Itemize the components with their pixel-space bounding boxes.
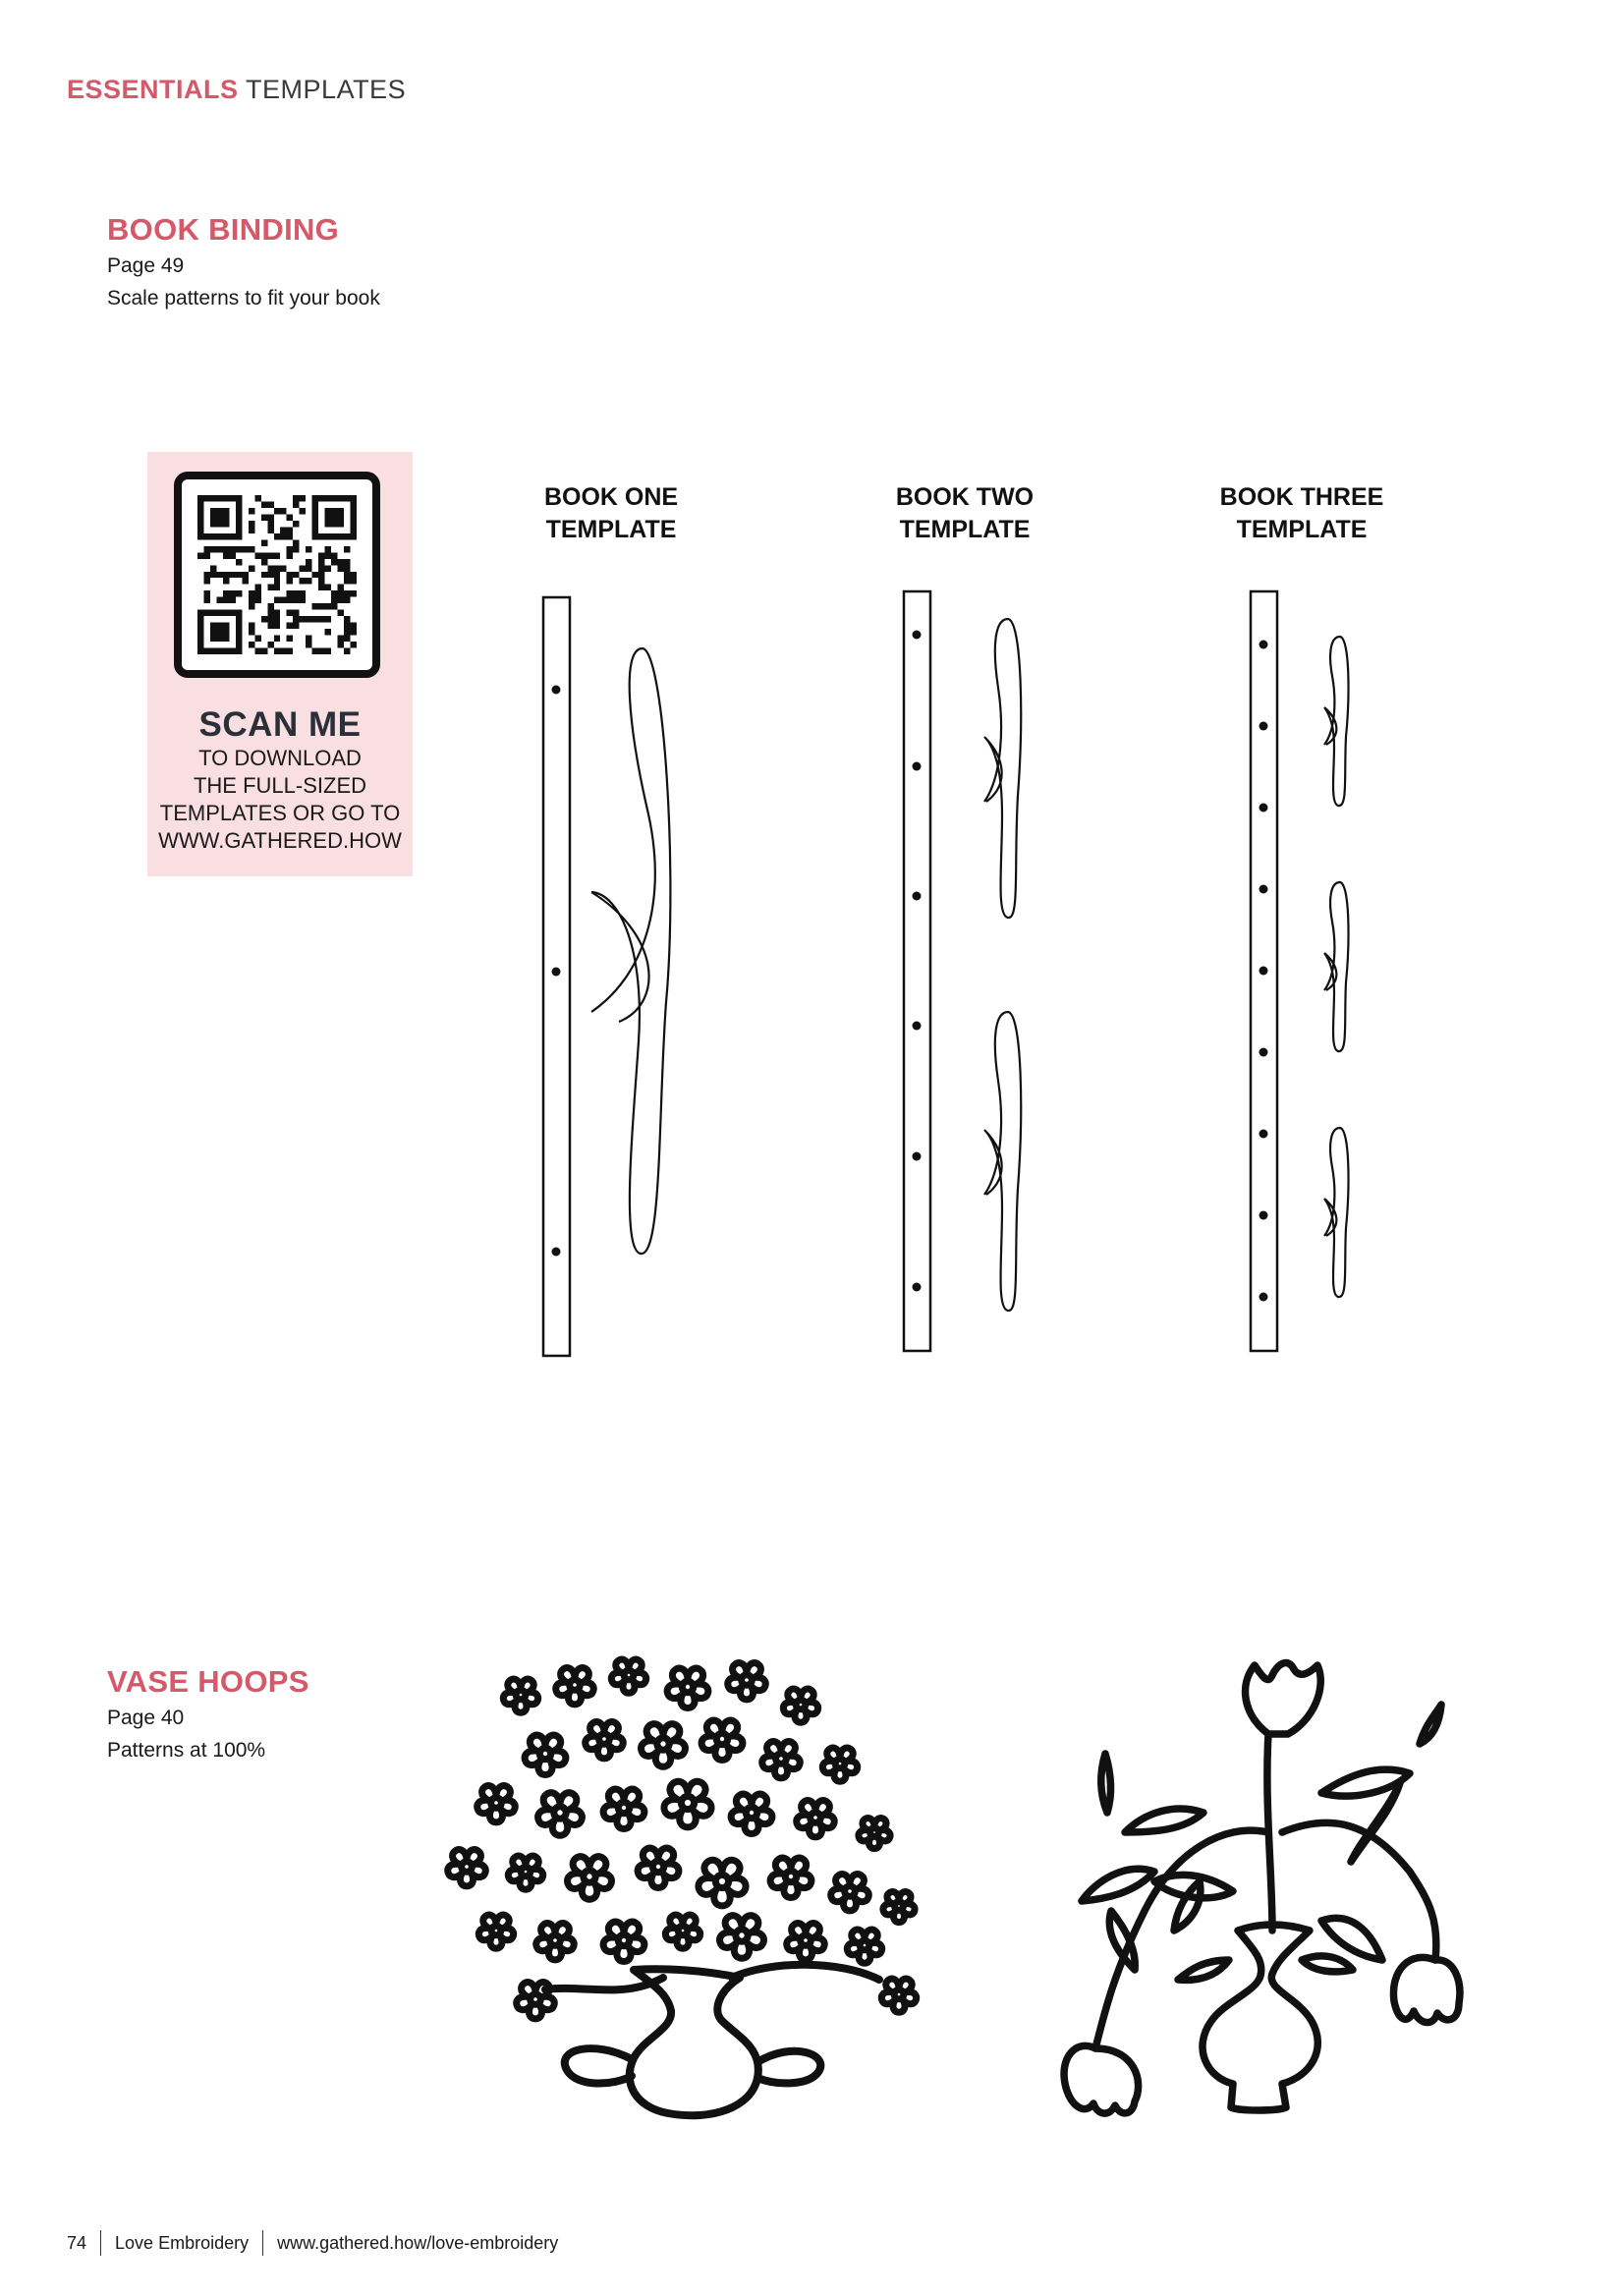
hole [1259, 1130, 1268, 1139]
running-head [67, 75, 406, 105]
flower-center [462, 1862, 473, 1873]
flower-center [652, 1861, 663, 1872]
label-line: TEMPLATE [545, 516, 677, 543]
leaf [1178, 1960, 1229, 1980]
scan-me-heading: SCAN ME [198, 705, 362, 744]
hole [552, 1248, 561, 1257]
hole [913, 1152, 922, 1161]
book-binding-page-ref: Page 49 [107, 254, 185, 277]
flower-center [539, 1748, 550, 1759]
flower [664, 1781, 711, 1827]
flower [731, 1794, 772, 1833]
flower [503, 1679, 537, 1712]
stitch-path [591, 648, 670, 1254]
hole [1259, 1293, 1268, 1302]
footer-url[interactable]: www.gathered.how/love-embroidery [277, 2232, 559, 2253]
vase-hoops-section [107, 1664, 309, 1766]
flower-center [584, 1871, 595, 1882]
book-binding-title: BOOK BINDING [107, 212, 340, 247]
hole [1259, 967, 1268, 976]
running-head-section: TEMPLATES [246, 75, 407, 104]
hole [913, 892, 922, 901]
tulip-vase-illustration [997, 1636, 1513, 2137]
scan-me-line: THE FULL-SIZED [193, 773, 367, 798]
flower [665, 1915, 700, 1948]
flower [508, 1856, 542, 1889]
flower-center [796, 1700, 806, 1709]
flower [728, 1663, 765, 1700]
hole [1259, 804, 1268, 812]
book-three-template-label [1184, 481, 1420, 546]
vase [545, 1965, 879, 2115]
flower-center [599, 1734, 610, 1745]
flower [783, 1689, 817, 1722]
qr-download-card [147, 452, 413, 876]
stitch-path [984, 619, 1021, 918]
flower-center [491, 1798, 502, 1809]
leaf [1420, 1705, 1441, 1744]
page-number: 74 [67, 2232, 87, 2253]
book-two-template-label [847, 481, 1083, 546]
label-line: BOOK TWO [895, 483, 1035, 511]
flower [525, 1735, 566, 1774]
flower-center [657, 1738, 669, 1750]
flower [642, 1724, 686, 1766]
book-one-template-label [493, 481, 729, 546]
hole [1259, 1211, 1268, 1220]
running-head-category: ESSENTIALS [67, 75, 239, 104]
flower-center [618, 1934, 629, 1945]
flower [536, 1924, 574, 1960]
flower-center [491, 1926, 501, 1935]
flower-center [895, 1902, 904, 1911]
scan-me-url[interactable]: WWW.GATHERED.HOW [158, 828, 402, 853]
book-three-template-drawing [1240, 580, 1377, 1366]
book-binding-section [107, 212, 380, 314]
flower-center [715, 1875, 728, 1887]
flower [538, 1793, 583, 1835]
flower-center [678, 1926, 688, 1935]
book-two-template-drawing [894, 580, 1051, 1366]
book-binding-note: Scale patterns to fit your book [107, 287, 380, 309]
flower-center [785, 1871, 796, 1881]
flower [822, 1748, 857, 1781]
flower-center [736, 1930, 748, 1941]
leaf [1302, 1956, 1353, 1972]
flower [770, 1858, 812, 1897]
flower-center [681, 1796, 694, 1809]
scan-me-line: TO DOWNLOAD [198, 746, 362, 770]
flower-center [521, 1867, 531, 1876]
tulip-head [1246, 1662, 1321, 1734]
qr-code-icon[interactable] [174, 472, 380, 678]
flower [881, 1979, 916, 2012]
leaf [1174, 1881, 1201, 1931]
flower [477, 1786, 515, 1822]
vase-hoops-page-ref: Page 40 [107, 1707, 185, 1729]
hole [1259, 1048, 1268, 1057]
flower-center [516, 1690, 526, 1700]
flower-center [716, 1733, 727, 1744]
flower [847, 1930, 881, 1963]
hole [913, 762, 922, 771]
book-one-template-drawing [531, 580, 707, 1366]
flower-center [550, 1935, 561, 1946]
flower [699, 1860, 746, 1906]
flower-center [742, 1675, 753, 1686]
label-line: TEMPLATE [899, 516, 1031, 543]
label-line: TEMPLATE [1236, 516, 1368, 543]
hole [1259, 722, 1268, 731]
flower [831, 1875, 868, 1911]
flower-center [531, 1994, 541, 2005]
flower-center [835, 1759, 845, 1768]
flower [797, 1801, 834, 1837]
flower [568, 1857, 612, 1899]
flower-bouquet-vase-illustration [427, 1646, 943, 2137]
flower-center [845, 1886, 856, 1897]
label-line: BOOK THREE [1219, 483, 1384, 511]
hole [552, 686, 561, 695]
flower [787, 1924, 824, 1960]
hole [1259, 885, 1268, 894]
stitch-path [1324, 882, 1348, 1051]
flower [762, 1742, 800, 1778]
hole [552, 968, 561, 977]
scan-me-line: TEMPLATES OR GO TO [159, 801, 401, 825]
tulip-head [1393, 1957, 1459, 2022]
flower-center [570, 1680, 581, 1691]
stitch-path [1324, 637, 1348, 806]
leaf [1125, 1809, 1203, 1832]
flower-center [682, 1681, 693, 1692]
hole [1259, 641, 1268, 649]
leaf [1082, 1869, 1154, 1901]
flower-center [554, 1807, 566, 1819]
flower [638, 1848, 679, 1887]
flower-center [894, 1989, 904, 1999]
flower [556, 1668, 593, 1705]
hole [913, 1022, 922, 1031]
flower-center [618, 1802, 629, 1813]
tulip-head [1064, 2045, 1139, 2113]
page-footer [67, 2230, 558, 2256]
scan-me-instructions [147, 745, 413, 855]
flower [720, 1916, 764, 1958]
label-line: BOOK ONE [543, 483, 679, 511]
flower [701, 1720, 743, 1760]
magazine-name: Love Embroidery [115, 2232, 250, 2253]
stitch-path [1324, 1128, 1348, 1297]
hole [913, 631, 922, 640]
vase-hoops-note: Patterns at 100% [107, 1739, 266, 1762]
vase [1203, 1925, 1317, 2110]
flower [448, 1850, 485, 1886]
flower [611, 1659, 645, 1693]
stitch-path [984, 1012, 1021, 1311]
hole [913, 1283, 922, 1292]
flower-center [811, 1813, 821, 1823]
flower [603, 1789, 644, 1828]
flower-center [624, 1670, 634, 1680]
flower [667, 1668, 708, 1708]
spine-strip [904, 591, 930, 1351]
vase-hoops-title: VASE HOOPS [107, 1664, 309, 1699]
leaf [1101, 1754, 1111, 1813]
flower-center [746, 1807, 756, 1818]
footer-divider [262, 2230, 263, 2256]
footer-divider [100, 2230, 101, 2256]
flower-center [801, 1935, 812, 1946]
flower-center [776, 1754, 787, 1764]
flower-center [860, 1940, 869, 1950]
flower [603, 1922, 644, 1961]
flower [586, 1722, 623, 1759]
flower-center [870, 1828, 879, 1837]
leaf [1109, 1911, 1135, 1970]
flower [478, 1915, 513, 1948]
spine-strip [543, 597, 570, 1356]
